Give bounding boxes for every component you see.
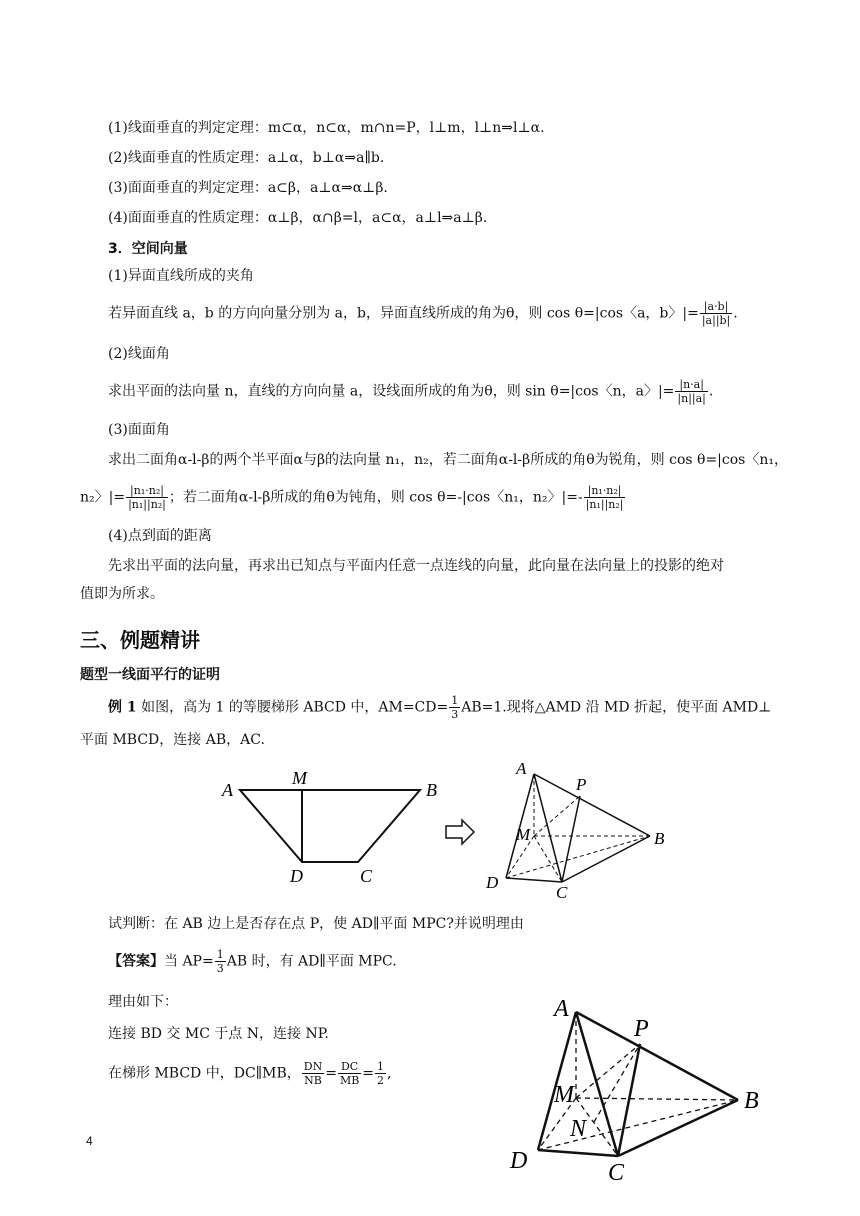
frac-den: MB	[339, 1074, 360, 1087]
frac-den: |n||a|	[677, 392, 706, 405]
theorem-line-1: (1)线面垂直的判定定理：m⊂α，n⊂α，m∩n=P，l⊥m，l⊥n⇒l⊥α.	[108, 120, 545, 136]
label-C: C	[556, 883, 568, 900]
answer-label: 【答案】	[108, 953, 164, 970]
subheading-line-plane-angle: (2)线面角	[108, 346, 170, 362]
example-text-a: 如图，高为 1 的等腰梯形 ABCD 中，AM=CD=	[141, 699, 449, 716]
trapezoid-figure	[0, 760, 860, 900]
fraction-half	[375, 1060, 386, 1087]
example-fraction	[449, 694, 460, 721]
label-C: C	[608, 1160, 625, 1186]
answer-text-a: 当 AP=	[164, 953, 214, 970]
distance-text-2: 值即为所求。	[80, 586, 164, 602]
frac-num: |n₁·n₂|	[584, 484, 626, 498]
label-M: M	[554, 1082, 574, 1108]
label-M: M	[292, 768, 307, 788]
frac-num: DC	[338, 1060, 361, 1074]
question-text: 试判断：在 AB 边上是否存在点 P，使 AD∥平面 MPC?并说明理由	[108, 916, 524, 932]
dihedral-text-1: 求出二面角α-l-β的两个半平面α与β的法向量 n₁，n₂，若二面角α-l-β所成的角θ为锐角，则 cos θ=|cos〈n₁，	[108, 452, 788, 468]
example-text-b: AB=1.现将△AMD 沿 MD 折起，使平面 AMD⊥	[461, 699, 772, 716]
line-plane-text: 求出平面的法向量 n，直线的方向向量 a，设线面所成的角为θ，则 sin θ=|cos〈n，a〉|= $\frac{|n\cdot a|}{|n||a|}$ .	[108, 378, 714, 405]
subheading-dihedral-angle: (3)面面角	[108, 422, 170, 438]
line-plane-formula: 求出平面的法向量 n，直线的方向向量 a，设线面所成的角为θ，则 sin θ=|cos〈n，a〉|=	[108, 383, 675, 400]
example-line-2: 平面 MBCD，连接 AB，AC.	[80, 732, 265, 748]
label-C: C	[360, 866, 373, 886]
frac-den: 3	[216, 962, 224, 975]
label-B: B	[426, 780, 437, 800]
label-B: B	[654, 829, 665, 848]
page-number: 4	[86, 1134, 93, 1148]
frac-den: 3	[451, 708, 459, 721]
dihedral-text-2	[80, 484, 626, 511]
skew-angle-formula: 若异面直线 a，b 的方向向量分别为 a，b，异面直线所成的角为θ，则 cos θ=|cos〈a，b〉|=	[108, 305, 699, 322]
frac-num: 1	[451, 694, 459, 707]
label-P: P	[634, 1016, 649, 1042]
label-P: P	[576, 775, 587, 794]
reason-3: 在梯形 MBCD 中，DC∥MB， $\frac{DN}{NB}$ = $\frac{DC}{MB}$ = $\frac{1}{2}$ ,	[108, 1060, 392, 1087]
frac-den: |a||b|	[701, 314, 731, 327]
theorem-line-3: (3)面面垂直的判定定理：a⊂β，a⊥α⇒α⊥β.	[108, 180, 388, 196]
subheading-skew-angle: (1)异面直线所成的夹角	[108, 268, 254, 284]
fraction-dn-nb	[302, 1060, 324, 1087]
dihedral-fraction-1	[126, 484, 168, 511]
heading-space-vector: 3．空间向量	[108, 241, 188, 257]
theorem-line-2: (2)线面垂直的性质定理：a⊥α，b⊥α⇒a∥b.	[108, 150, 385, 166]
folded-solid	[485, 760, 665, 900]
reason-3-text: 在梯形 MBCD 中，DC∥MB，	[108, 1065, 301, 1082]
frac-num: |n₁·n₂|	[126, 484, 168, 498]
label-D: D	[486, 873, 499, 892]
example-label: 例 1	[108, 699, 137, 716]
distance-text-1: 先求出平面的法向量，再求出已知点与平面内任意一点连线的向量，此向量在法向量上的投影的绝对	[108, 558, 724, 574]
dihedral-part-b: ；若二面角α-l-β所成的角θ为钝角，则 cos θ=-|cos〈n₁，n₂〉|=-	[168, 489, 583, 506]
frac-den: |n₁||n₂|	[585, 498, 624, 511]
fraction-dc-mb	[338, 1060, 361, 1087]
frac-num: DN	[303, 1060, 323, 1073]
frac-num: 1	[377, 1060, 385, 1073]
frac-num: |n·a|	[675, 378, 707, 392]
skew-angle-text: 若异面直线 a，b 的方向向量分别为 a，b，异面直线所成的角为θ，则 cos θ=|cos〈a，b〉|= $\frac{|a\cdot b|}{|a||b|}$ .	[108, 300, 738, 327]
frac-den: NB	[304, 1074, 322, 1087]
label-A: A	[516, 760, 527, 778]
theorem-line-4: (4)面面垂直的性质定理：α⊥β，α∩β=l，a⊂α，a⊥l⇒a⊥β.	[108, 210, 488, 226]
answer-line	[108, 948, 397, 975]
line-plane-fraction	[675, 378, 707, 405]
solid-figure-2	[500, 990, 780, 1210]
label-B: B	[744, 1088, 759, 1114]
frac-den: 2	[377, 1074, 385, 1087]
label-D: D	[290, 866, 303, 886]
subheading-point-plane-distance: (4)点到面的距离	[108, 528, 212, 544]
arrow-icon	[446, 820, 474, 844]
label-M: M	[516, 825, 531, 844]
frac-num: |a·b|	[700, 300, 732, 314]
answer-text-b: AB 时，有 AD∥平面 MPC.	[226, 953, 397, 970]
dihedral-part-a: n₂〉|=	[80, 489, 126, 506]
label-D: D	[510, 1148, 528, 1174]
label-N: N	[570, 1116, 587, 1142]
answer-fraction	[215, 948, 226, 975]
frac-den: |n₁||n₂|	[128, 498, 166, 511]
label-A: A	[554, 996, 569, 1022]
dihedral-fraction-2	[584, 484, 626, 511]
frac-num: 1	[216, 948, 224, 961]
section-title: 三、例题精讲	[80, 628, 200, 652]
skew-fraction	[700, 300, 732, 327]
example-line-1	[108, 694, 771, 721]
type-heading: 题型一线面平行的证明	[80, 667, 220, 683]
reason-1: 理由如下：	[108, 994, 178, 1010]
reason-2: 连接 BD 交 MC 于点 N，连接 NP.	[108, 1026, 329, 1042]
label-A: A	[222, 780, 233, 800]
